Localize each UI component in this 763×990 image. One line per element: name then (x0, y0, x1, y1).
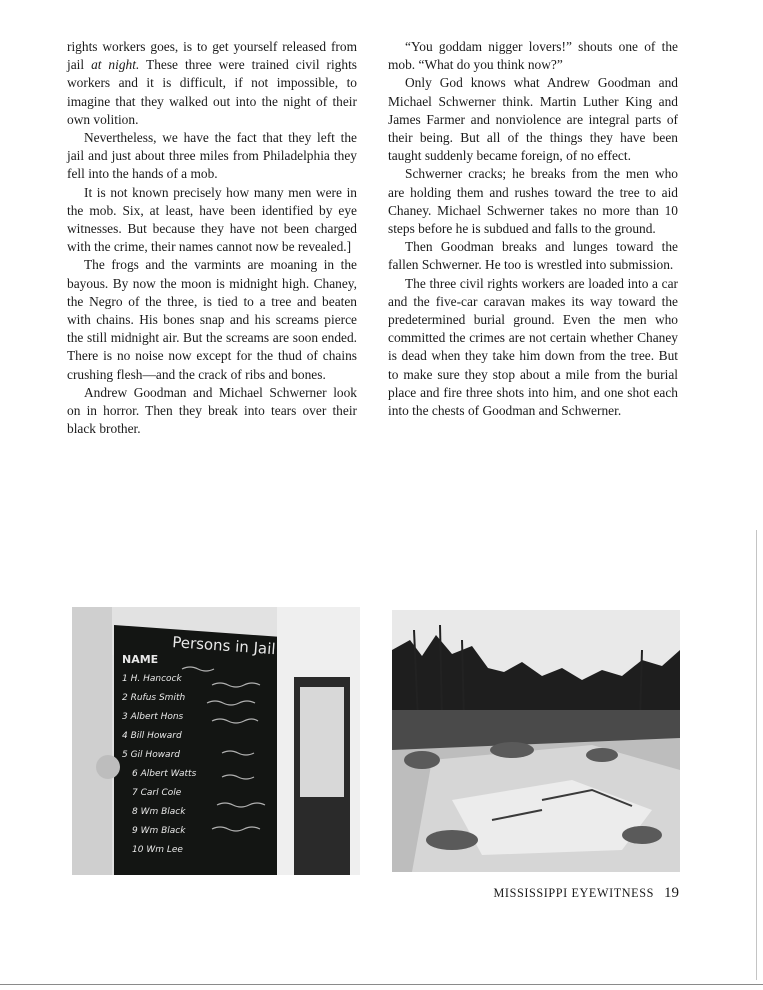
page-number: 19 (664, 885, 679, 901)
jail-chalkboard-photo (72, 607, 360, 875)
paragraph: Schwerner cracks; he breaks from the men who are holding them and rushes toward the tree to aid Chaney. Michael Schwerner takes no more than 10 steps before he is subdued and falls to the ground. (388, 166, 678, 237)
chalkboard-row: 10 Wm Lee (132, 845, 183, 855)
paragraph: Andrew Goodman and Michael Schwerner look on in horror. Then they break into tears over their black brother. (67, 384, 357, 437)
chalkboard-row: 5 Gil Howard (122, 750, 180, 760)
chalkboard-title: Persons in Jail (171, 633, 277, 659)
paragraph-text: These three were trained civil rights workers and it is difficult, if not impossible, to imagine that they walked out into the night of their own volition. (67, 57, 358, 127)
chalkboard-row: 3 Albert Hons (122, 712, 184, 722)
paragraph: “You goddam nigger lovers!” shouts one of the mob. “What do you think now?” (388, 39, 678, 73)
chalkboard-row: 6 Albert Watts (132, 769, 197, 779)
right-text-column (388, 38, 678, 420)
left-text-column (67, 38, 357, 438)
paragraph: Nevertheless, we have the fact that they left the jail and just about three miles from Philadelphia they fell into the hands of a mob. (67, 130, 357, 182)
paragraph (67, 38, 357, 129)
chalkboard-row: 1 H. Hancock (122, 674, 182, 684)
page-footer (494, 885, 680, 902)
emphasis-text: at night. (91, 57, 140, 73)
chalkboard-illustration (72, 607, 360, 875)
chalkboard-header: NAME (122, 653, 159, 666)
chalkboard-row: 7 Carl Cole (132, 788, 182, 798)
paragraph: Only God knows what Andrew Goodman and Michael Schwerner think. Martin Luther King and James Farmer and nonviolence are integral parts of their being. But all of the things they have been taught suddenly became foreign, of no effect. (388, 75, 678, 164)
paragraph: The frogs and the varmints are moaning in the bayous. By now the moon is midnight high. Chaney, the Negro of the three, is tied to a tree and beaten with chains. His bones snap and his screams pierce the still midnight air. But the screams are soon ended. There is no noise now except for the thud of chains crushing flesh—and the crack of ribs and bones. (67, 257, 357, 382)
burial-site-photo (392, 610, 680, 872)
chalkboard-row: 2 Rufus Smith (122, 693, 186, 703)
chalkboard-row: 9 Wm Black (132, 826, 186, 836)
right-edge-line (756, 530, 757, 980)
paragraph-text: rights workers goes, is to get yourself released from jail (67, 39, 357, 73)
paragraph: It is not known precisely how many men were in the mob. Six, at least, have been identified by eye witnesses. But because they have not been charged with the crime, their names cannot now be revealed.] (67, 184, 357, 255)
chalkboard-row: 8 Wm Black (132, 807, 186, 817)
running-title: MISSISSIPPI EYEWITNESS (493, 886, 654, 900)
burial-site-illustration (392, 610, 680, 872)
bottom-edge-line (0, 984, 763, 985)
chalkboard-row: 4 Bill Howard (122, 731, 182, 741)
paragraph: The three civil rights workers are loaded into a car and the five-car caravan makes its way toward the predetermined burial ground. Even the men who committed the crimes are not certain whether Chaney is dead when they take him down from the tree. But to make sure they stop about a mile from the burial place and fire three shots into him, and one shot each into the chests of Goodman and Schwerner. (388, 275, 678, 419)
paragraph: Then Goodman breaks and lunges toward the fallen Schwerner. He too is wrestled into submission. (388, 239, 678, 273)
